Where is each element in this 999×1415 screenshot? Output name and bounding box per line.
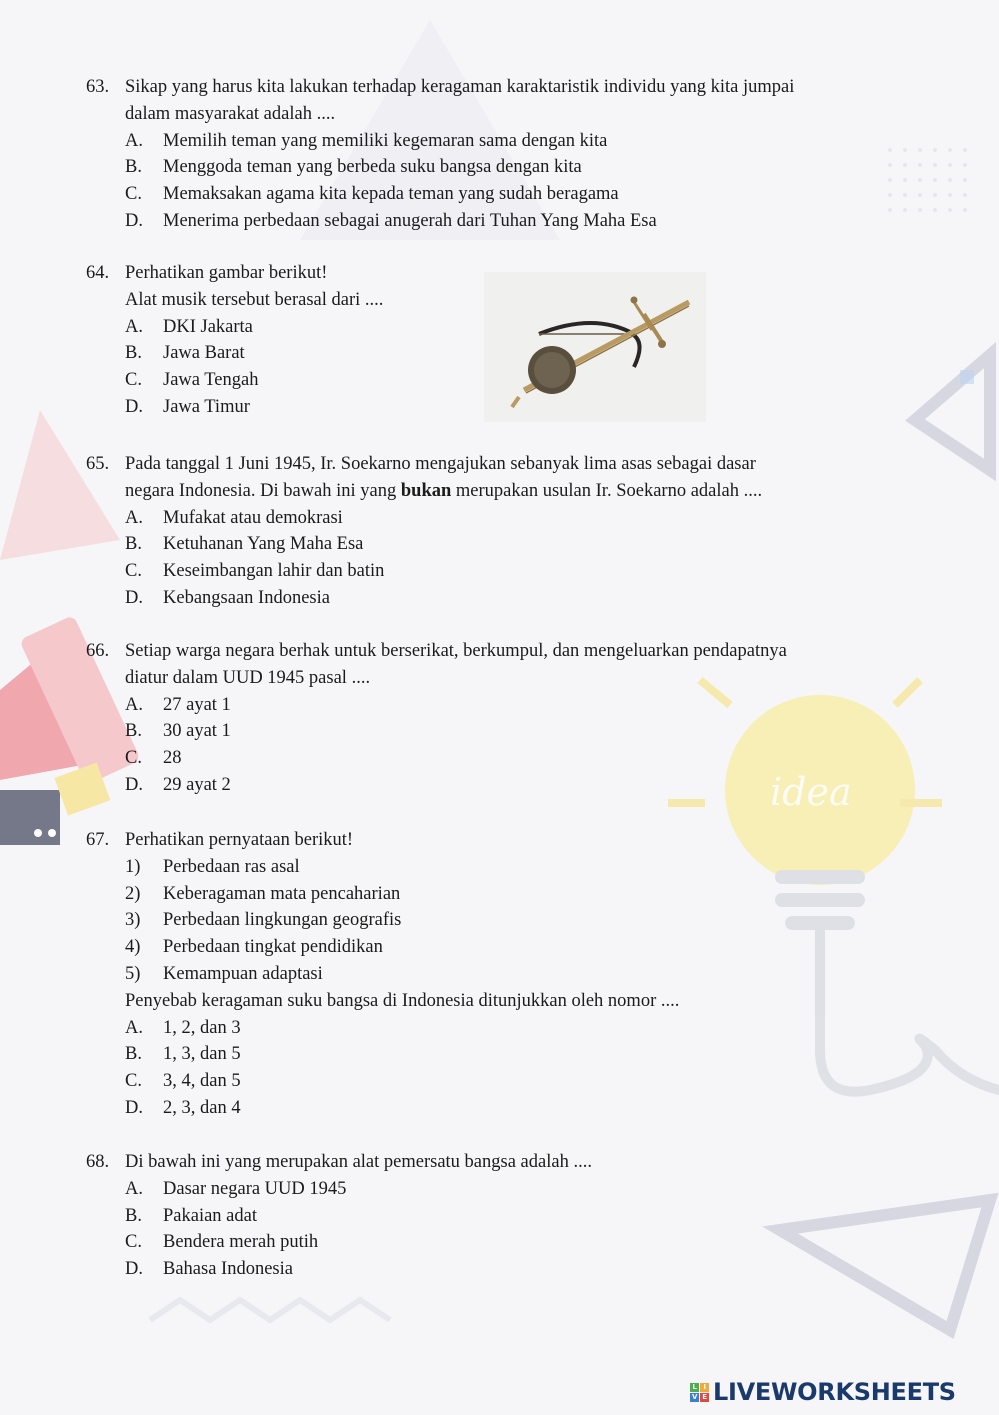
instrument-bow-end [632, 334, 640, 367]
option-letter: C. [125, 1232, 142, 1253]
question-text: Perhatikan gambar berikut! [125, 263, 328, 283]
statement-4 [86, 934, 916, 961]
option-text: 1, 3, dan 5 [163, 1044, 241, 1065]
option-text: Ketuhanan Yang Maha Esa [163, 534, 364, 555]
option-text: Jawa Tengah [163, 370, 259, 391]
statement-text: Perbedaan lingkungan geografis [163, 910, 402, 931]
option-text: Memaksakan agama kita kepada teman yang sudah beragama [163, 184, 619, 205]
option-letter: B. [125, 721, 142, 742]
option-a [86, 1015, 916, 1042]
statement-1 [86, 854, 916, 881]
statement-text: Kemampuan adaptasi [163, 963, 323, 984]
question-text: Perhatikan pernyataan berikut! [125, 830, 354, 850]
option-letter: C. [125, 1071, 142, 1092]
option-text: Mufakat atau demokrasi [163, 507, 343, 528]
statement-number: 2) [125, 883, 141, 904]
option-letter: B. [125, 1205, 142, 1226]
option-text: Kebangsaan Indonesia [163, 587, 330, 608]
question-65 [86, 451, 916, 612]
option-text: 3, 4, dan 5 [163, 1071, 241, 1092]
option-d [86, 585, 916, 612]
option-text: 2, 3, dan 4 [163, 1097, 241, 1118]
question-number: 64. [86, 263, 110, 283]
text-part: negara Indonesia. Di bawah ini yang [125, 480, 401, 501]
option-letter: A. [125, 1178, 143, 1199]
option-letter: B. [125, 157, 142, 178]
option-a [86, 505, 916, 532]
option-letter: C. [125, 561, 142, 582]
option-text: Menerima perbedaan sebagai anugerah dari Tuhan Yang Maha Esa [163, 210, 657, 231]
option-text: Menggoda teman yang berbeda suku bangsa dengan kita [163, 157, 582, 178]
option-a [86, 1176, 916, 1203]
option-c [86, 558, 916, 585]
question-text-continued: diatur dalam UUD 1945 pasal .... [125, 667, 371, 688]
logo-text: LIVEWORKSHEETS [713, 1378, 956, 1406]
question-text-continued: Alat musik tersebut berasal dari .... [125, 289, 384, 310]
statement-text: Keberagaman mata pencaharian [163, 883, 401, 904]
instrument-foot [512, 397, 519, 407]
option-b [86, 154, 916, 181]
option-letter: D. [125, 1097, 143, 1118]
statement-text: Perbedaan tingkat pendidikan [163, 937, 383, 958]
statement-number: 5) [125, 963, 141, 984]
option-text: DKI Jakarta [163, 316, 253, 337]
option-letter: A. [125, 316, 143, 337]
option-letter: B. [125, 534, 142, 555]
option-letter: C. [125, 184, 142, 205]
question-63 [86, 74, 916, 235]
question-66 [86, 638, 916, 799]
option-text: 30 ayat 1 [163, 721, 231, 742]
question-text: Di bawah ini yang merupakan alat pemersatu bangsa adalah .... [125, 1152, 592, 1172]
option-d [86, 208, 916, 235]
logo-mark-icon [690, 1383, 709, 1402]
bulb-watermark-text: idea [770, 770, 852, 814]
statement-number: 1) [125, 856, 141, 877]
option-letter: A. [125, 694, 143, 715]
option-text: Jawa Timur [163, 396, 250, 417]
logo-mark-letter: E [700, 1393, 709, 1402]
option-b [86, 1203, 916, 1230]
question-number: 65. [86, 454, 110, 474]
instrument-body-skin [534, 352, 570, 388]
option-letter: C. [125, 370, 142, 391]
statement-number: 3) [125, 910, 141, 931]
option-b [86, 718, 916, 745]
question-number: 67. [86, 830, 110, 850]
option-d [86, 1256, 916, 1283]
option-text: Bendera merah putih [163, 1232, 319, 1253]
emphasis-word: bukan [400, 480, 452, 501]
instrument-peg-knob [658, 340, 666, 348]
option-text: 27 ayat 1 [163, 694, 231, 715]
instrument-bow [539, 323, 634, 334]
option-text: Pakaian adat [163, 1205, 257, 1226]
instrument-peg-knob [631, 297, 638, 304]
option-letter: B. [125, 1044, 142, 1065]
option-text: Dasar negara UUD 1945 [163, 1178, 347, 1199]
option-a [86, 692, 916, 719]
question-number: 63. [86, 77, 110, 97]
option-letter: D. [125, 1259, 143, 1280]
option-a [86, 128, 916, 155]
option-letter: D. [125, 587, 143, 608]
option-b [86, 531, 916, 558]
option-letter: A. [125, 507, 143, 528]
question-text: Pada tanggal 1 Juni 1945, Ir. Soekarno mengajukan sebanyak lima asas sebagai dasar [125, 454, 756, 474]
statement-5 [86, 961, 916, 988]
question-67 [86, 827, 916, 1122]
option-c [86, 745, 916, 772]
option-letter: A. [125, 1017, 143, 1038]
option-letter: D. [125, 210, 143, 231]
option-letter: B. [125, 343, 142, 364]
option-text: Bahasa Indonesia [163, 1259, 293, 1280]
question-text-continued: dalam masyarakat adalah .... [125, 103, 336, 124]
question-prompt: Penyebab keragaman suku bangsa di Indonesia ditunjukkan oleh nomor .... [125, 990, 680, 1011]
option-text: 29 ayat 2 [163, 774, 231, 795]
option-text: 1, 2, dan 3 [163, 1017, 241, 1038]
text-part: merupakan usulan Ir. Soekarno adalah .... [451, 480, 763, 501]
statement-text: Perbedaan ras asal [163, 856, 300, 877]
statement-number: 4) [125, 937, 141, 958]
statement-3 [86, 907, 916, 934]
option-letter: D. [125, 396, 143, 417]
option-b [86, 1041, 916, 1068]
liveworksheets-logo[interactable] [690, 1378, 956, 1406]
option-letter: D. [125, 774, 143, 795]
question-68 [86, 1149, 916, 1283]
question-text: Setiap warga negara berhak untuk berserikat, berkumpul, dan mengeluarkan pendapatnya [125, 641, 787, 661]
option-letter: A. [125, 130, 143, 151]
question-text-continued [86, 478, 916, 505]
question-number: 66. [86, 641, 110, 661]
option-c [86, 181, 916, 208]
logo-mark-letter: L [690, 1383, 699, 1392]
question-number: 68. [86, 1152, 110, 1172]
option-d [86, 1095, 916, 1122]
logo-mark-letter: V [691, 1392, 698, 1401]
option-text: Keseimbangan lahir dan batin [163, 561, 385, 582]
option-letter: C. [125, 748, 142, 769]
option-d [86, 772, 916, 799]
question-text: Sikap yang harus kita lakukan terhadap keragaman karaktaristik individu yang kita jumpai [125, 77, 795, 97]
option-text: Jawa Barat [163, 343, 245, 364]
option-c [86, 1068, 916, 1095]
musical-instrument-image [484, 272, 706, 422]
statement-2 [86, 881, 916, 908]
option-text: 28 [163, 748, 182, 769]
logo-mark-letter: I [700, 1383, 709, 1392]
option-text: Memilih teman yang memiliki kegemaran sama dengan kita [163, 130, 608, 151]
option-c [86, 1229, 916, 1256]
